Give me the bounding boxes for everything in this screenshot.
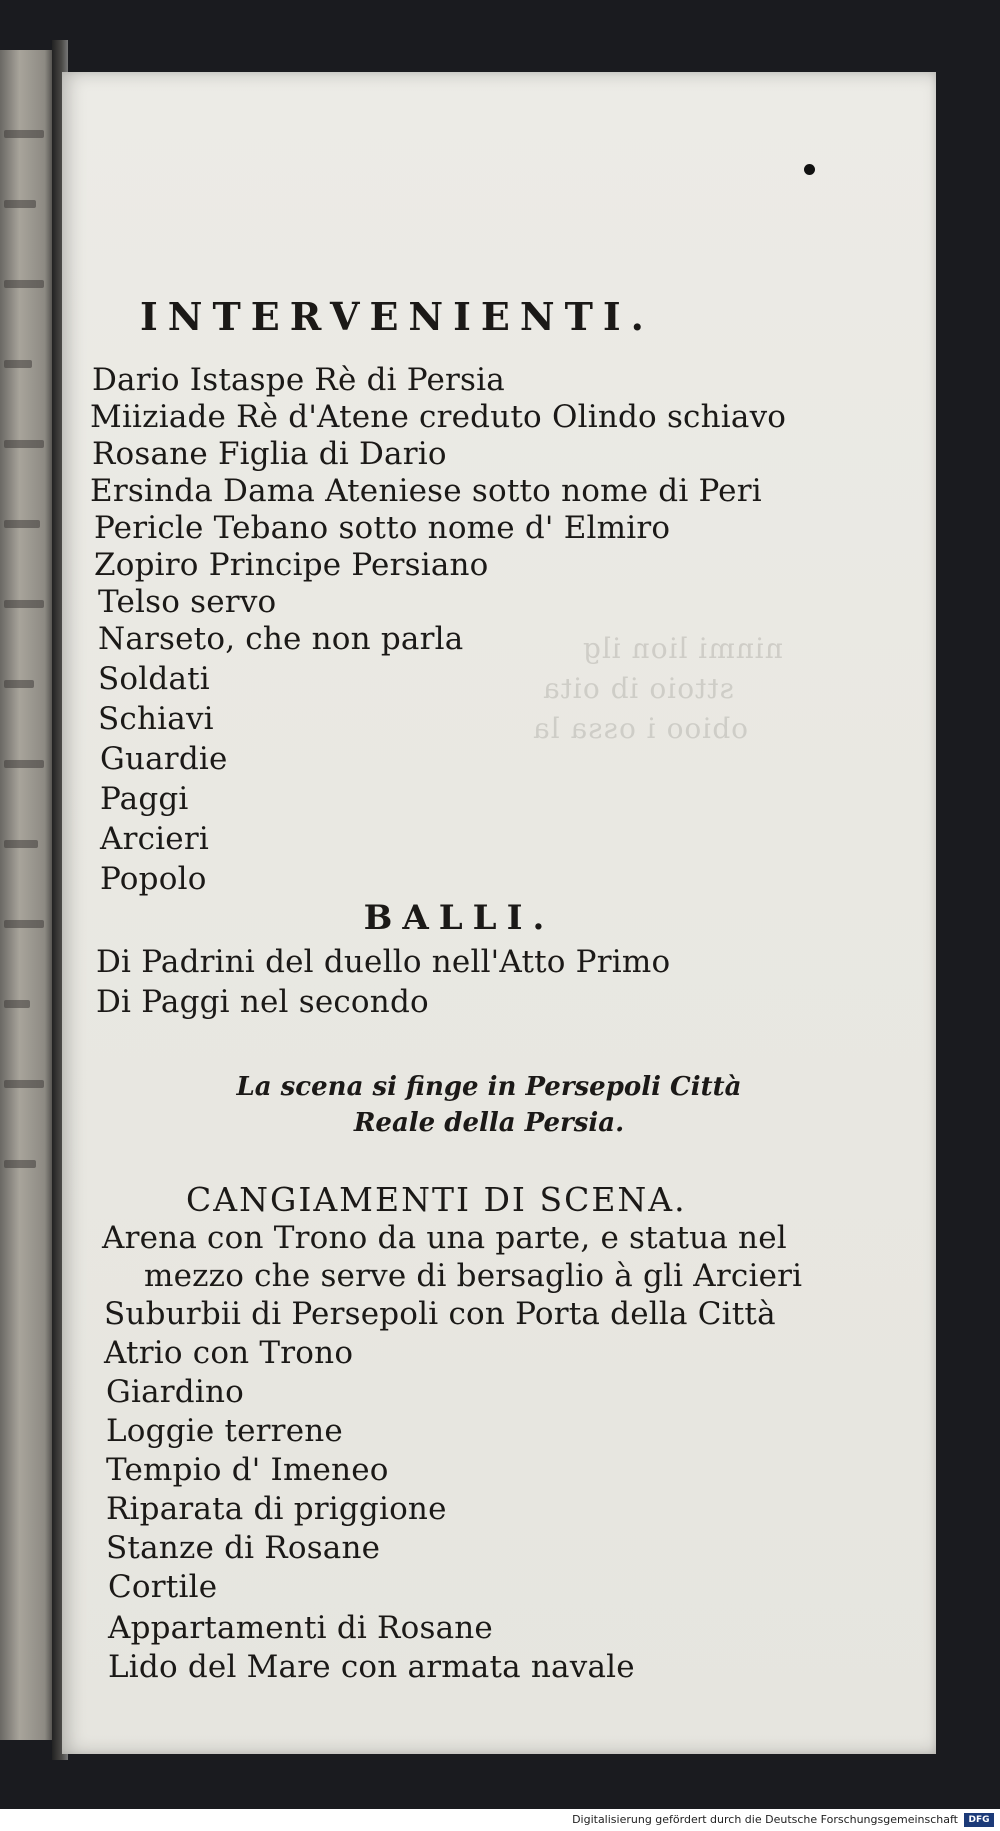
balli-heading: BALLI. — [363, 898, 555, 938]
character-line: Telso servo — [98, 584, 277, 620]
character-line: Miiziade Rè d'Atene creduto Olindo schiavo — [90, 399, 787, 435]
scene-line: Arena con Trono da una parte, e statua nel — [102, 1220, 787, 1256]
credit-bar — [0, 1809, 1000, 1831]
setting-line: Reale della Persia. — [353, 1108, 625, 1138]
balli-line: Di Padrini del duello nell'Atto Primo — [96, 944, 671, 980]
cangiamenti-heading: CANGIAMENTI DI SCENA. — [186, 1180, 687, 1219]
character-line: Schiavi — [98, 701, 214, 737]
scene-line: Cortile — [108, 1569, 218, 1605]
dfg-logo: DFG — [964, 1813, 994, 1827]
scene-line: Atrio con Trono — [104, 1335, 354, 1371]
character-line: Pericle Tebano sotto nome d' Elmiro — [94, 510, 671, 546]
scene-line: Giardino — [106, 1374, 244, 1410]
scene-line: Suburbii di Persepoli con Porta della Città — [104, 1296, 776, 1332]
setting-line: La scena si finge in Persepoli Città — [236, 1072, 742, 1102]
character-line: Dario Istaspe Rè di Persia — [92, 362, 505, 398]
ink-dot — [804, 164, 815, 175]
book-page — [62, 72, 936, 1754]
scene-line: Stanze di Rosane — [106, 1530, 381, 1566]
adjacent-page-edge — [0, 50, 56, 1740]
scene-line: mezzo che serve di bersaglio à gli Arcieri — [144, 1258, 803, 1294]
bleed-through-text: obioo i ossa la — [532, 712, 749, 745]
bleed-through-text: sttoio ib oita — [542, 672, 734, 705]
character-line: Guardie — [100, 741, 228, 777]
scene-line: Riparata di priggione — [106, 1491, 447, 1527]
scene-line: Lido del Mare con armata navale — [108, 1649, 635, 1685]
scene-line: Loggie terrene — [106, 1413, 343, 1449]
character-line: Popolo — [100, 861, 207, 897]
scene-line: Appartamenti di Rosane — [108, 1610, 493, 1646]
character-line: Narseto, che non parla — [98, 621, 464, 657]
interventi-heading: INTERVENIENTI. — [140, 294, 654, 339]
character-line: Paggi — [100, 781, 189, 817]
character-line: Ersinda Dama Ateniese sotto nome di Peri — [90, 473, 762, 509]
balli-line: Di Paggi nel secondo — [96, 984, 429, 1020]
character-line: Zopiro Principe Persiano — [94, 547, 489, 583]
character-line: Soldati — [98, 661, 210, 697]
scene-line: Tempio d' Imeneo — [106, 1452, 389, 1488]
character-line: Rosane Figlia di Dario — [92, 436, 447, 472]
bleed-through-text: ninmi lion ilg — [582, 632, 783, 665]
character-line: Arcieri — [100, 821, 209, 857]
credit-text: Digitalisierung gefördert durch die Deutsche Forschungsgemeinschaft — [572, 1813, 958, 1826]
